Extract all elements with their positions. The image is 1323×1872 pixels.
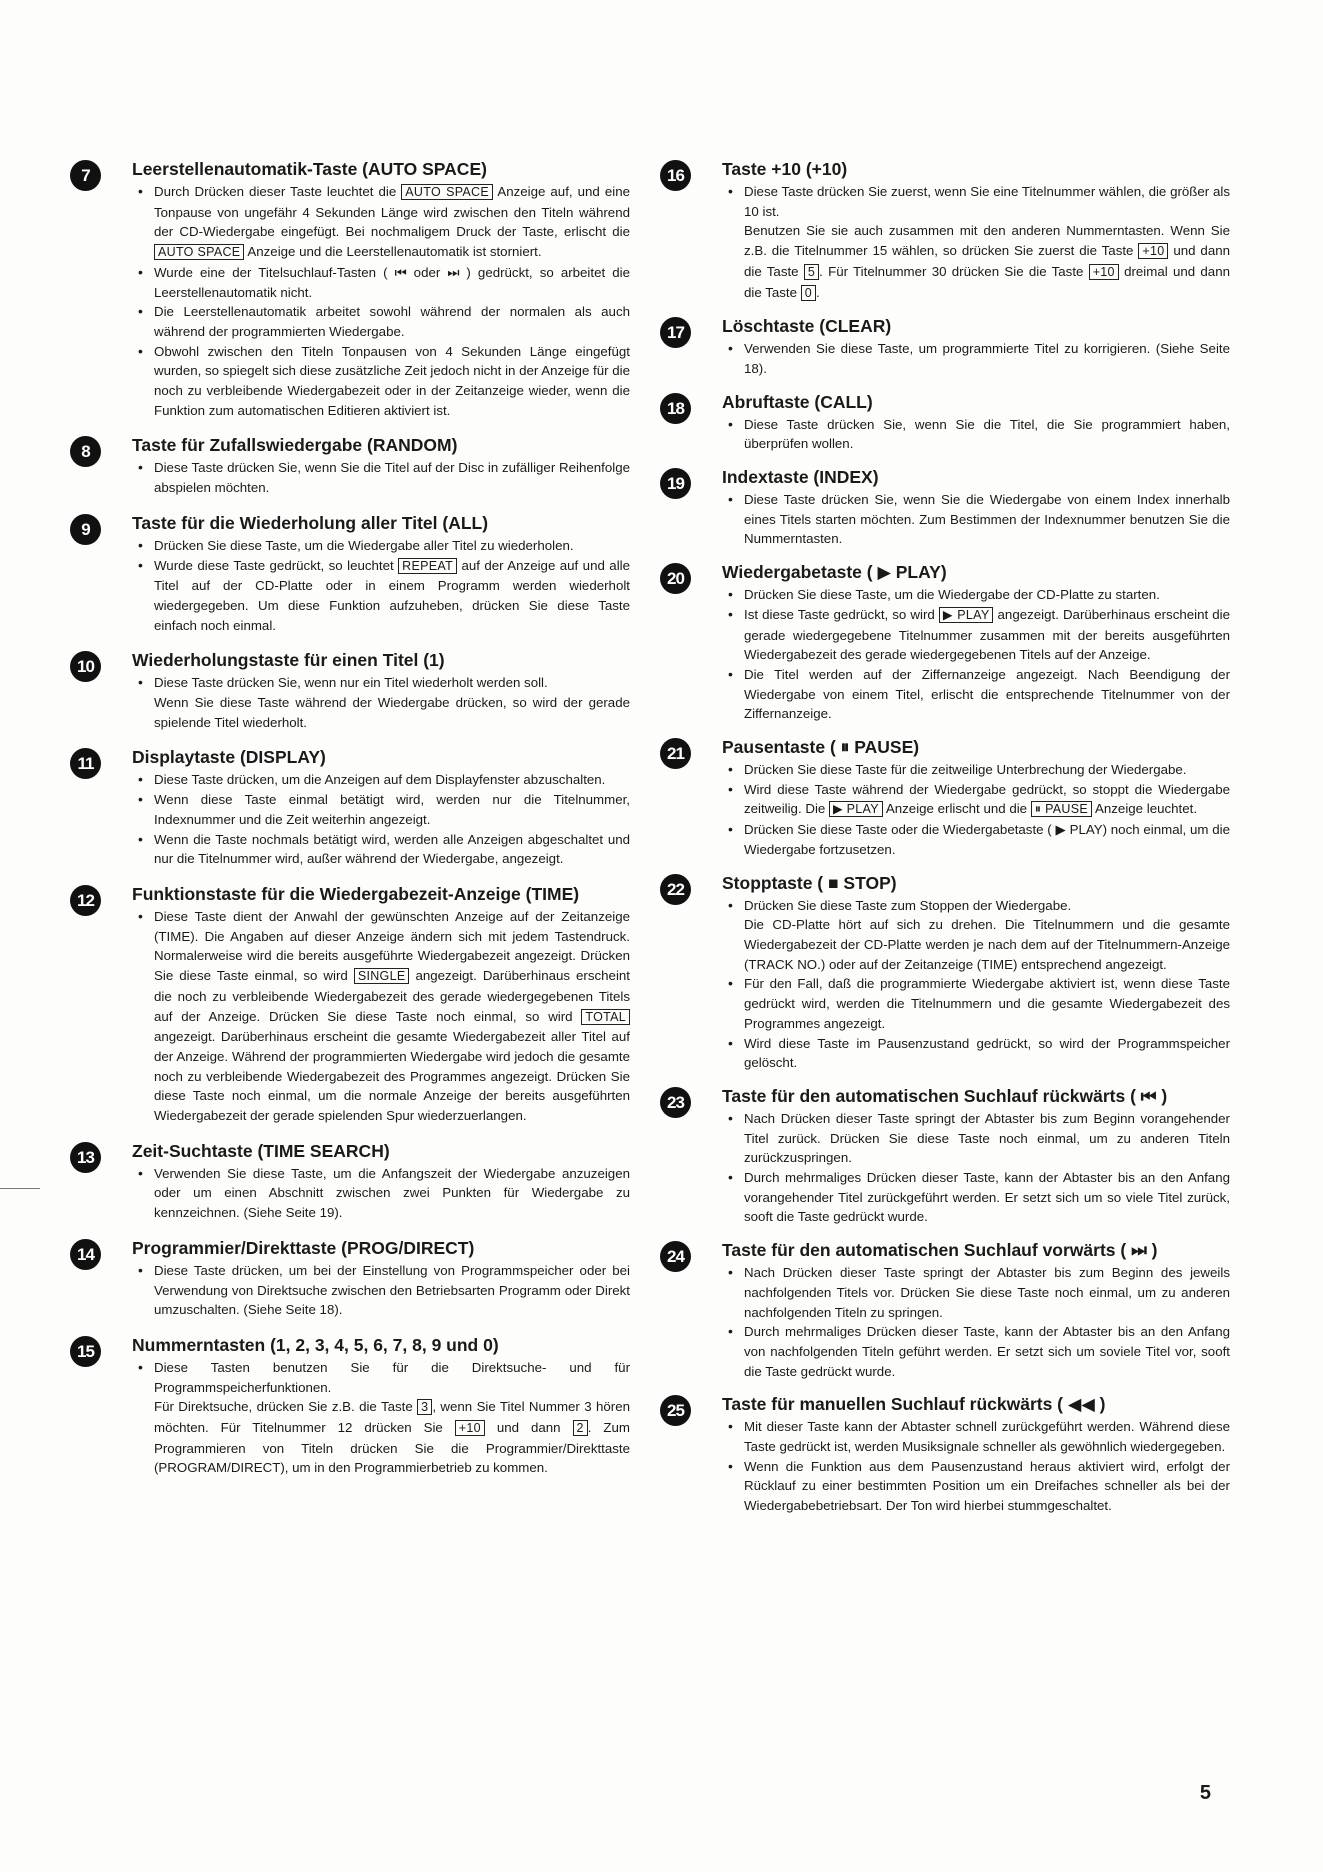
bullet-list	[722, 1109, 1230, 1227]
list-item	[722, 896, 1230, 916]
bullet-list	[132, 458, 630, 497]
section-title: Stopptaste ( ■ STOP)	[722, 872, 897, 893]
list-item	[722, 974, 1230, 1033]
section-title: Taste für den automatischen Suchlauf rückwärts ( ⏮ )	[722, 1085, 1168, 1106]
display-indicator-label: REPEAT	[398, 558, 457, 574]
list-item	[722, 182, 1230, 221]
bullet-list	[132, 1164, 630, 1223]
section-title: Taste +10 (+10)	[722, 159, 848, 179]
text-run: Verwenden Sie diese Taste, um die Anfangszeit der Wiedergabe anzuzeigen oder um einen Abschnitt zwischen zwei Punkten für Wiedergabe zu kennzeichnen. (Siehe Seite 19).	[154, 1165, 630, 1221]
text-run: Obwohl zwischen den Titeln Tonpausen von 4 Sekunden Länge eingefügt wurden, so spiegelt sich diese zusätzliche Zeit jedoch nicht in der Anzeige für die noch zu verbleibende Wiedergabezeit oder in der Zeitanzeige wieder, wenn die Funktion zum automatischen Editieren aktiviert ist.	[154, 343, 630, 418]
section-title: Leerstellenautomatik-Taste (AUTO SPACE)	[132, 159, 487, 179]
list-item	[722, 1417, 1230, 1456]
bullet-list	[722, 1417, 1230, 1516]
list-item	[132, 458, 630, 497]
text-run: Drücken Sie diese Taste oder die Wiedergabetaste ( ▶ PLAY) noch einmal, um die Wiedergabe fortzusetzen.	[744, 822, 1230, 857]
text-run: Drücken Sie diese Taste zum Stoppen der Wiedergabe.	[744, 897, 1072, 913]
section-25	[660, 1393, 1230, 1516]
right-column	[660, 158, 1230, 1528]
section-23	[660, 1085, 1230, 1227]
margin-mark	[0, 1188, 40, 1189]
section-18	[660, 391, 1230, 454]
section-number-badge: 13	[70, 1142, 101, 1173]
list-item	[722, 605, 1230, 665]
list-item	[132, 536, 630, 556]
text-run: und dann	[484, 1420, 573, 1436]
list-item	[132, 770, 630, 790]
list-item	[722, 1322, 1230, 1381]
list-item	[722, 221, 1230, 303]
text-run: Wurde eine der Titelsuchlauf-Tasten ( ⏮ oder ⏭ ) gedrückt, so arbeitet die Leerstellenautomatik nicht.	[154, 264, 630, 300]
section-number-badge: 14	[70, 1239, 101, 1270]
section-11	[70, 746, 630, 869]
text-run: Durch mehrmaliges Drücken dieser Taste, kann der Abtaster bis an den Anfang vorangehender Titel zurückgeführt werden. Er setzt sich um so viele Titel zurück, sooft die Taste gedrückt wurde.	[744, 1170, 1230, 1225]
bullet-list	[722, 896, 1230, 1073]
text-run: Wird diese Taste während der Wiedergabe gedrückt, so stoppt die Wiedergabe zeitweilig. Die	[744, 781, 1230, 817]
bullet-list	[722, 415, 1230, 454]
list-item	[722, 585, 1230, 605]
list-item	[132, 790, 630, 829]
bullet-list	[722, 182, 1230, 303]
list-item	[722, 415, 1230, 454]
text-run: Nach Drücken dieser Taste springt der Abtaster bis zum Beginn des jeweils nachfolgenden Titels vor. Drücken Sie diese Taste noch einmal, um zu anderen nachfolgenden Titeln zu springen.	[744, 1265, 1230, 1320]
section-number-badge: 25	[660, 1395, 691, 1426]
text-run: Diese Tasten benutzen Sie für die Direktsuche- und für Programmspeicherfunktionen.	[154, 1359, 630, 1395]
text-run: Die CD-Platte hört auf sich zu drehen. Die Titelnummern und die gesamte Wiedergabezeit der CD-Platte werden je nach dem auf der Titelnummern-Anzeige (TRACK NO.) oder auf der Zeitanzeige (TIME) entsprechend angezeigt.	[744, 917, 1230, 972]
section-number-badge: 19	[660, 468, 691, 499]
section-number-badge: 11	[70, 748, 101, 779]
list-item	[132, 263, 630, 302]
text-run: Wenn Sie diese Taste während der Wiedergabe drücken, so wird der gerade spielende Titel wiederholt.	[154, 695, 630, 730]
section-number-badge: 16	[660, 160, 691, 191]
section-title: Zeit-Suchtaste (TIME SEARCH)	[132, 1140, 390, 1161]
display-indicator-label: AUTO SPACE	[154, 244, 244, 260]
bullet-list	[132, 1358, 630, 1478]
list-item	[132, 1358, 630, 1397]
display-indicator-label: TOTAL	[581, 1009, 630, 1025]
text-run: Diese Taste dient der Anwahl der gewünschten Anzeige auf der Zeitanzeige (TIME). Die Angaben auf dieser Anzeige ändern sich mit jedem Tastendruck. Normalerweise wird die bereits ausgeführte Wiedergabezeit angezeigt. Drücken Sie diese Taste einmal, so wird	[154, 908, 630, 984]
list-item	[132, 1397, 630, 1478]
bullet-list	[722, 585, 1230, 724]
list-item	[722, 1109, 1230, 1168]
section-17	[660, 315, 1230, 378]
section-number-badge: 23	[660, 1087, 691, 1118]
text-run: Wurde diese Taste gedrückt, so leuchtet	[154, 557, 399, 573]
text-run: auf der Anzeige auf und alle Titel auf der CD-Platte oder in einem Programm werden wiederholt wiedergegeben. Um diese Funktion aufzuheben, drücken Sie diese Taste einfach noch einmal.	[154, 557, 630, 633]
section-number-badge: 12	[70, 885, 101, 916]
section-16	[660, 158, 1230, 303]
text-run: Anzeige leuchtet.	[1092, 801, 1198, 817]
text-run: Diese Taste drücken, um die Anzeigen auf dem Displayfenster abzuschalten.	[154, 772, 606, 788]
text-run: Anzeige und die Leerstellenautomatik ist storniert.	[244, 244, 542, 260]
section-10	[70, 649, 630, 732]
section-number-badge: 17	[660, 317, 691, 348]
list-item	[132, 693, 630, 732]
section-title: Taste für Zufallswiedergabe (RANDOM)	[132, 435, 458, 456]
section-title: Pausentaste ( ⏸ PAUSE)	[722, 737, 920, 758]
bullet-list	[722, 490, 1230, 549]
list-item	[722, 1168, 1230, 1227]
page-number: 5	[1199, 1782, 1211, 1804]
section-title: Taste für die Wiederholung aller Titel (ALL)	[132, 512, 489, 533]
list-item	[722, 665, 1230, 724]
bullet-list	[132, 536, 630, 636]
text-run: Für den Fall, daß die programmierte Wiedergabe aktiviert ist, wenn diese Taste gedrückt wird, werden die Titelnummern und die gesamte Wiedergabezeit des Programmes angezeigt.	[744, 976, 1230, 1031]
display-indicator-label: ▶ PLAY	[829, 801, 883, 817]
section-12	[70, 883, 630, 1126]
bullet-list	[132, 907, 630, 1126]
text-run: Drücken Sie diese Taste, um die Wiedergabe der CD-Platte zu starten.	[744, 587, 1160, 603]
section-15	[70, 1334, 630, 1478]
section-title: Nummerntasten (1, 2, 3, 4, 5, 6, 7, 8, 9 und 0)	[132, 1334, 499, 1355]
section-number-badge: 8	[70, 436, 101, 467]
list-item	[722, 915, 1230, 974]
list-item	[132, 302, 630, 341]
section-number-badge: 20	[660, 563, 691, 594]
text-run: Nach Drücken dieser Taste springt der Abtaster bis zum Beginn vorangehender Titel zurück. Drücken Sie diese Taste noch einmal, um zu anderen Titeln zurückzuspringen.	[744, 1110, 1230, 1166]
text-run: Anzeige erlischt und die	[882, 801, 1031, 817]
section-number-badge: 24	[660, 1241, 691, 1272]
section-number-badge: 9	[70, 514, 101, 545]
section-title: Wiederholungstaste für einen Titel (1)	[132, 650, 445, 671]
list-item	[132, 1164, 630, 1223]
text-run: .	[815, 284, 820, 300]
text-run: Ist diese Taste gedrückt, so wird	[744, 606, 939, 622]
section-title: Indextaste (INDEX)	[722, 467, 879, 488]
text-run: und dann die Taste	[744, 243, 1231, 279]
section-8	[70, 434, 630, 497]
section-22	[660, 872, 1230, 1073]
display-indicator-label: 3	[417, 1399, 432, 1415]
text-run: Wenn die Funktion aus dem Pausenzustand heraus aktiviert wird, erfolgt der Rücklauf zu einer bestimmten Position um ein Dreifaches schneller als bei der Wiedergabebetriebsart. Der Ton wird hierbei stummgeschaltet.	[744, 1458, 1230, 1514]
list-item	[132, 1261, 630, 1320]
text-run: angezeigt. Darüberhinaus erscheint die gerade wiedergegebene Titelnummer zusammen mit der bereits ausgeführten Wiedergabezeit des gerade wiedergegebenen Titels auf der Anzeige.	[744, 606, 1230, 663]
text-run: Diese Taste drücken Sie, wenn nur ein Titel wiederholt werden soll.	[154, 675, 548, 691]
text-run: Anzeige auf, und eine Tonpause von ungefähr 4 Sekunden Länge wird zwischen den Titeln während der CD-Wiedergabe eingefügt. Bei nochmaligem Druck der Taste, erlischt die	[154, 184, 630, 240]
bullet-list	[722, 1263, 1230, 1381]
section-13	[70, 1140, 630, 1223]
section-number-badge: 7	[70, 160, 101, 191]
display-indicator-label: 2	[573, 1420, 588, 1436]
text-run: Die Leerstellenautomatik arbeitet sowohl während der normalen als auch während der programmierten Wiedergabe.	[154, 304, 630, 339]
text-run: Diese Taste drücken Sie zuerst, wenn Sie eine Titelnummer wählen, die größer als 10 ist.	[744, 184, 1230, 219]
list-item	[722, 780, 1230, 820]
text-run: dreimal und dann die Taste	[744, 263, 1230, 300]
section-21	[660, 736, 1230, 860]
bullet-list	[132, 673, 630, 732]
list-item	[722, 1034, 1230, 1073]
list-item	[132, 342, 630, 421]
list-item	[132, 907, 630, 1126]
display-indicator-label: +10	[455, 1420, 485, 1436]
text-run: Diese Taste drücken Sie, wenn Sie die Wiedergabe von einem Index innerhalb eines Titels starten möchten. Zum Bestimmen der Indexnummer benutzen Sie die Nummerntasten.	[744, 492, 1230, 547]
list-item	[132, 556, 630, 636]
list-item	[722, 339, 1230, 378]
text-run: Drücken Sie diese Taste für die zeitweilige Unterbrechung der Wiedergabe.	[744, 762, 1187, 778]
section-title: Funktionstaste für die Wiedergabezeit-Anzeige (TIME)	[132, 883, 580, 904]
text-run: . Für Titelnummer 30 drücken Sie die Taste	[819, 263, 1089, 279]
text-run: Für Direktsuche, drücken Sie z.B. die Taste	[154, 1399, 418, 1415]
display-indicator-label: ▶ PLAY	[939, 607, 994, 623]
text-run: Mit dieser Taste kann der Abtaster schnell zurückgeführt werden. Während diese Taste gedrückt ist, werden Musiksignale schneller als gewöhnlich wiedergegeben.	[744, 1419, 1230, 1455]
bullet-list	[722, 760, 1230, 860]
list-item	[132, 182, 630, 263]
text-run: angezeigt. Darüberhinaus erscheint die gesamte Wiedergabezeit aller Titel auf der Anzeige. Während der programmierten Wiedergabe wird jedoch die gesamte noch zu verbleibende Wiedergabezeit des Programmes angezeigt. Drücken Sie diese Taste noch einmal, um die normale Anzeige der bereits ausgeführten Wiedergabezeit der gerade spielenden Spur wiederzuerlangen.	[154, 1029, 630, 1124]
bullet-list	[132, 182, 630, 420]
text-run: Die Titel werden auf der Ziffernanzeige angezeigt. Nach Beendigung der Wiedergabe von einem Titel, erlischt die entsprechende Titelnummer von der Ziffernanzeige.	[744, 666, 1230, 722]
text-run: Diese Taste drücken Sie, wenn Sie die Titel auf der Disc in zufälliger Reihenfolge abspielen möchten.	[154, 460, 630, 496]
display-indicator-label: 5	[804, 264, 819, 280]
text-run: Durch Drücken dieser Taste leuchtet die	[154, 184, 402, 199]
display-indicator-label: 0	[801, 285, 816, 301]
text-run: angezeigt. Darüberhinaus erscheint die noch zu verbleibende Wiedergabezeit des gerade wiedergegebenen Titels auf der Anzeige. Drücken Sie diese Taste noch einmal, so wird	[154, 968, 630, 1024]
section-number-badge: 21	[660, 738, 691, 769]
section-title: Displaytaste (DISPLAY)	[132, 747, 326, 768]
section-19	[660, 466, 1230, 549]
list-item	[722, 1457, 1230, 1516]
text-run: , wenn Sie Titel Nummer 3 hören möchten. Für Titelnummer 12 drücken Sie	[154, 1399, 630, 1436]
text-run: Wird diese Taste im Pausenzustand gedrückt, so wird der Programmspeicher gelöscht.	[744, 1035, 1230, 1071]
text-run: . Zum Programmieren von Titeln drücken Sie die Programmier/Direkttaste (PROGRAM/DIRECT), um in den Programmierbetrieb zu kommen.	[154, 1420, 630, 1476]
section-number-badge: 10	[70, 651, 101, 682]
section-title: Taste für manuellen Suchlauf rückwärts ( ◀◀ )	[722, 1394, 1106, 1415]
list-item	[722, 490, 1230, 549]
section-title: Abruftaste (CALL)	[722, 391, 873, 412]
section-20	[660, 561, 1230, 724]
list-item	[132, 830, 630, 869]
bullet-list	[722, 339, 1230, 378]
section-9	[70, 512, 630, 636]
section-title: Taste für den automatischen Suchlauf vorwärts ( ⏭ )	[722, 1240, 1158, 1261]
display-indicator-label: AUTO SPACE	[401, 184, 493, 200]
section-number-badge: 22	[660, 874, 691, 905]
bullet-list	[132, 1261, 630, 1320]
list-item	[722, 1263, 1230, 1322]
text-run: Drücken Sie diese Taste, um die Wiedergabe aller Titel zu wiederholen.	[154, 537, 574, 553]
section-title: Programmier/Direkttaste (PROG/DIRECT)	[132, 1237, 475, 1258]
display-indicator-label: SINGLE	[354, 968, 410, 984]
section-7	[70, 158, 630, 420]
section-24	[660, 1239, 1230, 1381]
section-title: Löschtaste (CLEAR)	[722, 316, 892, 337]
list-item	[722, 760, 1230, 780]
text-run: Diese Taste drücken Sie, wenn Sie die Titel, die Sie programmiert haben, überprüfen wollen.	[744, 416, 1230, 452]
bullet-list	[132, 770, 630, 869]
display-indicator-label: ⏸ PAUSE	[1031, 801, 1092, 817]
display-indicator-label: +10	[1138, 243, 1168, 259]
section-title: Wiedergabetaste ( ▶ PLAY)	[722, 562, 947, 583]
text-run: Benutzen Sie sie auch zusammen mit den anderen Nummerntasten. Wenn Sie z.B. die Titelnummer 15 wählen, so drücken Sie zuerst die Taste	[744, 223, 1230, 259]
text-run: Wenn diese Taste einmal betätigt wird, werden nur die Titelnummer, Indexnummer und die Zeit weiterhin angezeigt.	[154, 792, 630, 827]
text-run: Wenn die Taste nochmals betätigt wird, werden alle Anzeigen abgeschaltet und nur die Titelnummer wird, außer während der Wiedergabe, angezeigt.	[154, 831, 630, 867]
text-run: Diese Taste drücken, um bei der Einstellung von Programmspeicher oder bei Verwendung von Direktsuche zwischen den Betriebsarten Programm oder Direkt umzuschalten. (Siehe Seite 18).	[154, 1262, 630, 1318]
section-14	[70, 1237, 630, 1320]
list-item	[722, 820, 1230, 859]
left-column	[70, 158, 630, 1492]
display-indicator-label: +10	[1089, 264, 1119, 280]
section-number-badge: 18	[660, 393, 691, 424]
text-run: Durch mehrmaliges Drücken dieser Taste, kann der Abtaster bis an den Anfang von nachfolgenden Titeln geführt werden. Er setzt sich um soviele Titel vor, sooft die Taste gedrückt wurde.	[744, 1324, 1230, 1379]
list-item	[132, 673, 630, 693]
text-run: Verwenden Sie diese Taste, um programmierte Titel zu korrigieren. (Siehe Seite 18).	[744, 341, 1230, 376]
section-number-badge: 15	[70, 1336, 101, 1367]
